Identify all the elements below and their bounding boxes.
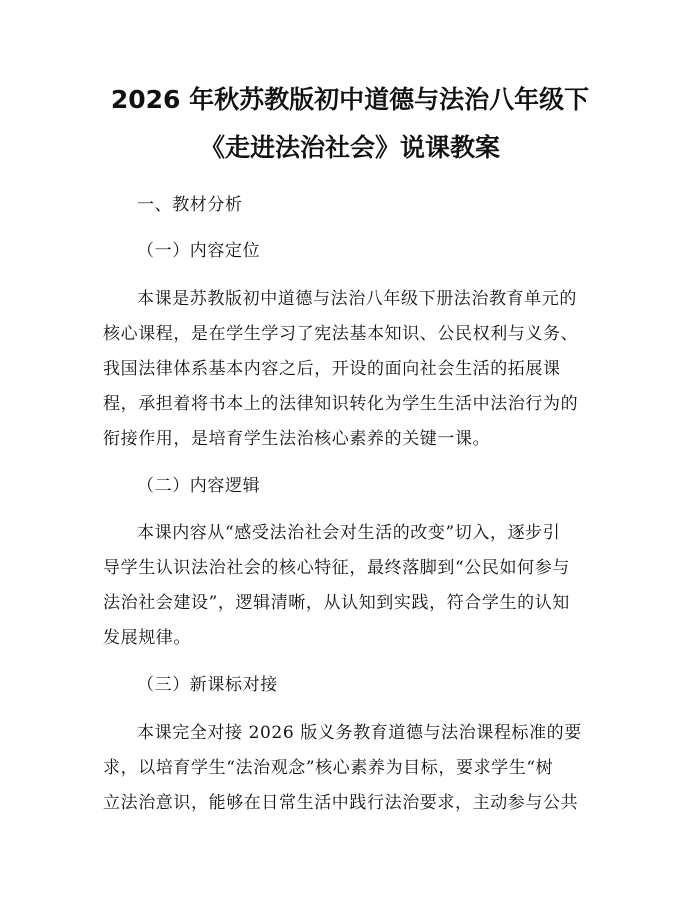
document-title-line-1: 2026 年秋苏教版初中道德与法治八年级下 [110, 85, 590, 114]
paragraph-2-line: 法治社会建设”，逻辑清晰，从认知到实践，符合学生的认知 [103, 593, 570, 613]
paragraph-2-line: 本课内容从“感受法治社会对生活的改变”切入，逐步引 [137, 523, 561, 543]
subheading-content-positioning: （一）内容定位 [137, 241, 261, 261]
subheading-curriculum-standards: （三）新课标对接 [137, 675, 278, 695]
paragraph-3-line: 立法治意识，能够在日常生活中践行法治要求，主动参与公共 [103, 793, 579, 813]
paragraph-2-line: 发展规律。 [103, 628, 191, 648]
paragraph-1-line: 衔接作用，是培育学生法治核心素养的关键一课。 [103, 429, 491, 449]
subheading-content-logic: （二）内容逻辑 [137, 476, 261, 496]
paragraph-2-line: 导学生认识法治社会的核心特征，最终落脚到“公民如何参与 [103, 558, 570, 578]
section-heading-textbook-analysis: 一、教材分析 [137, 195, 243, 215]
paragraph-1-line: 本课是苏教版初中道德与法治八年级下册法治教育单元的 [137, 289, 577, 309]
paragraph-1-line: 程，承担着将书本上的法律知识转化为学生生活中法治行为的 [103, 394, 579, 414]
paragraph-1-line: 核心课程，是在学生学习了宪法基本知识、公民权利与义务、 [103, 324, 579, 344]
paragraph-3-line: 求，以培育学生“法治观念”核心素养为目标，要求学生“树 [103, 758, 554, 778]
paragraph-1-line: 我国法律体系基本内容之后，开设的面向社会生活的拓展课 [103, 359, 561, 379]
document-title-line-2: 《走进法治社会》说课教案 [199, 133, 500, 162]
paragraph-3-line: 本课完全对接 2026 版义务教育道德与法治课程标准的要 [137, 723, 582, 743]
